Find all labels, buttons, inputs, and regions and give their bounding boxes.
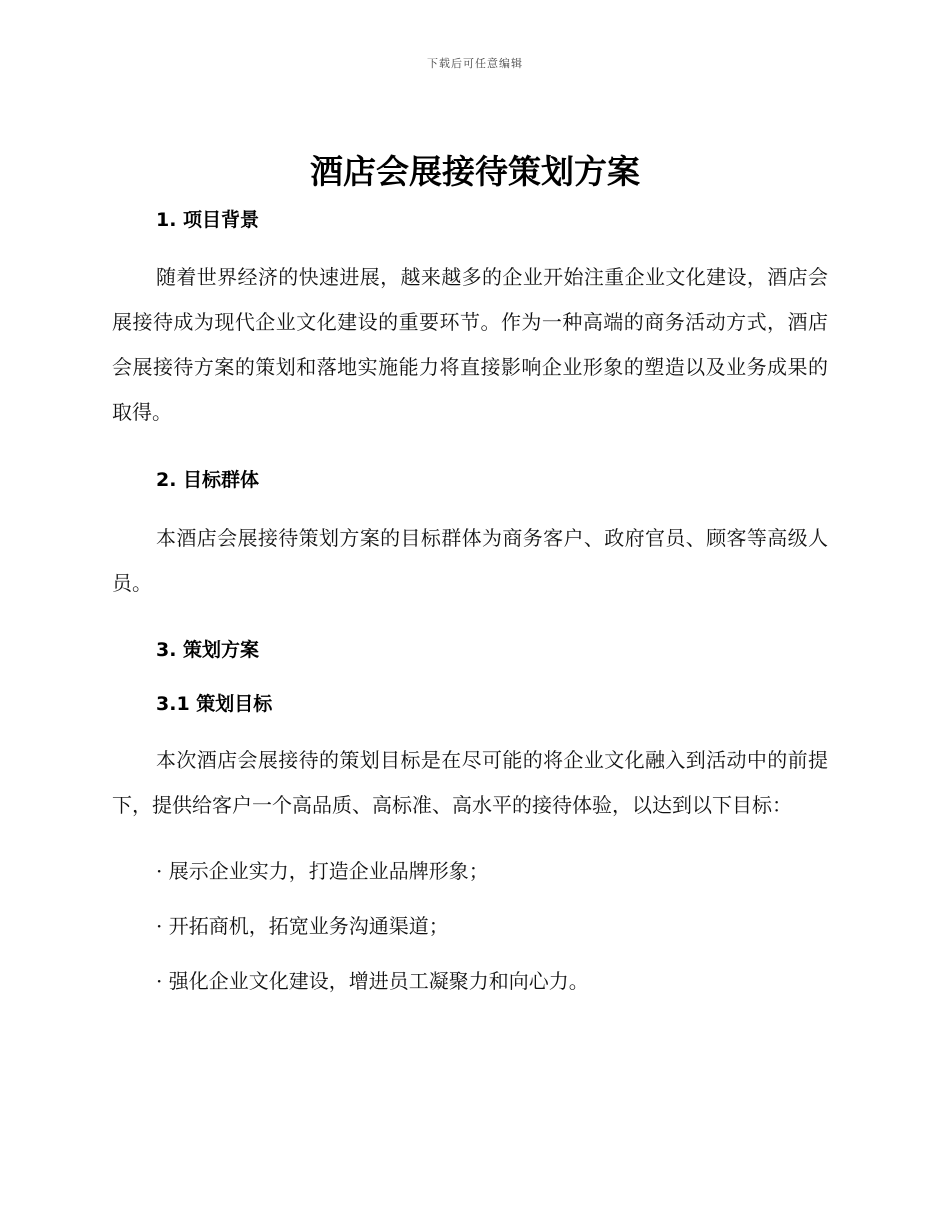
- section-heading-background: 1. 项目背景: [156, 209, 260, 231]
- section-heading-target-group: 2. 目标群体: [156, 469, 260, 491]
- section-heading-plan: 3. 策划方案: [156, 639, 260, 661]
- document-title: 酒店会展接待策划方案: [310, 152, 640, 191]
- subsection-heading-plan-goals: 3.1 策划目标: [156, 693, 273, 715]
- page-header-note: 下载后可任意编辑: [427, 57, 523, 70]
- goal-list-item: · 展示企业实力，打造企业品牌形象；: [156, 859, 489, 883]
- goal-list-item: · 开拓商机，拓宽业务沟通渠道；: [156, 914, 449, 938]
- subsection-paragraph-plan-goals: 本次酒店会展接待的策划目标是在尽可能的将企业文化融入到活动中的前提下，提供给客户一个高品质、高标准、高水平的接待体验，以达到以下目标：: [112, 748, 828, 817]
- document-body: [112, 202, 828, 996]
- goal-list-item: · 强化企业文化建设，增进员工凝聚力和向心力。: [156, 969, 589, 993]
- section-paragraph-target-group: 本酒店会展接待策划方案的目标群体为商务客户、政府官员、顾客等高级人员。: [112, 526, 828, 595]
- section-paragraph-background: 随着世界经济的快速进展，越来越多的企业开始注重企业文化建设，酒店会展接待成为现代企业文化建设的重要环节。作为一种高端的商务活动方式，酒店会展接待方案的策划和落地实施能力将直接影响企业形象的塑造以及业务成果的取得。: [112, 265, 828, 424]
